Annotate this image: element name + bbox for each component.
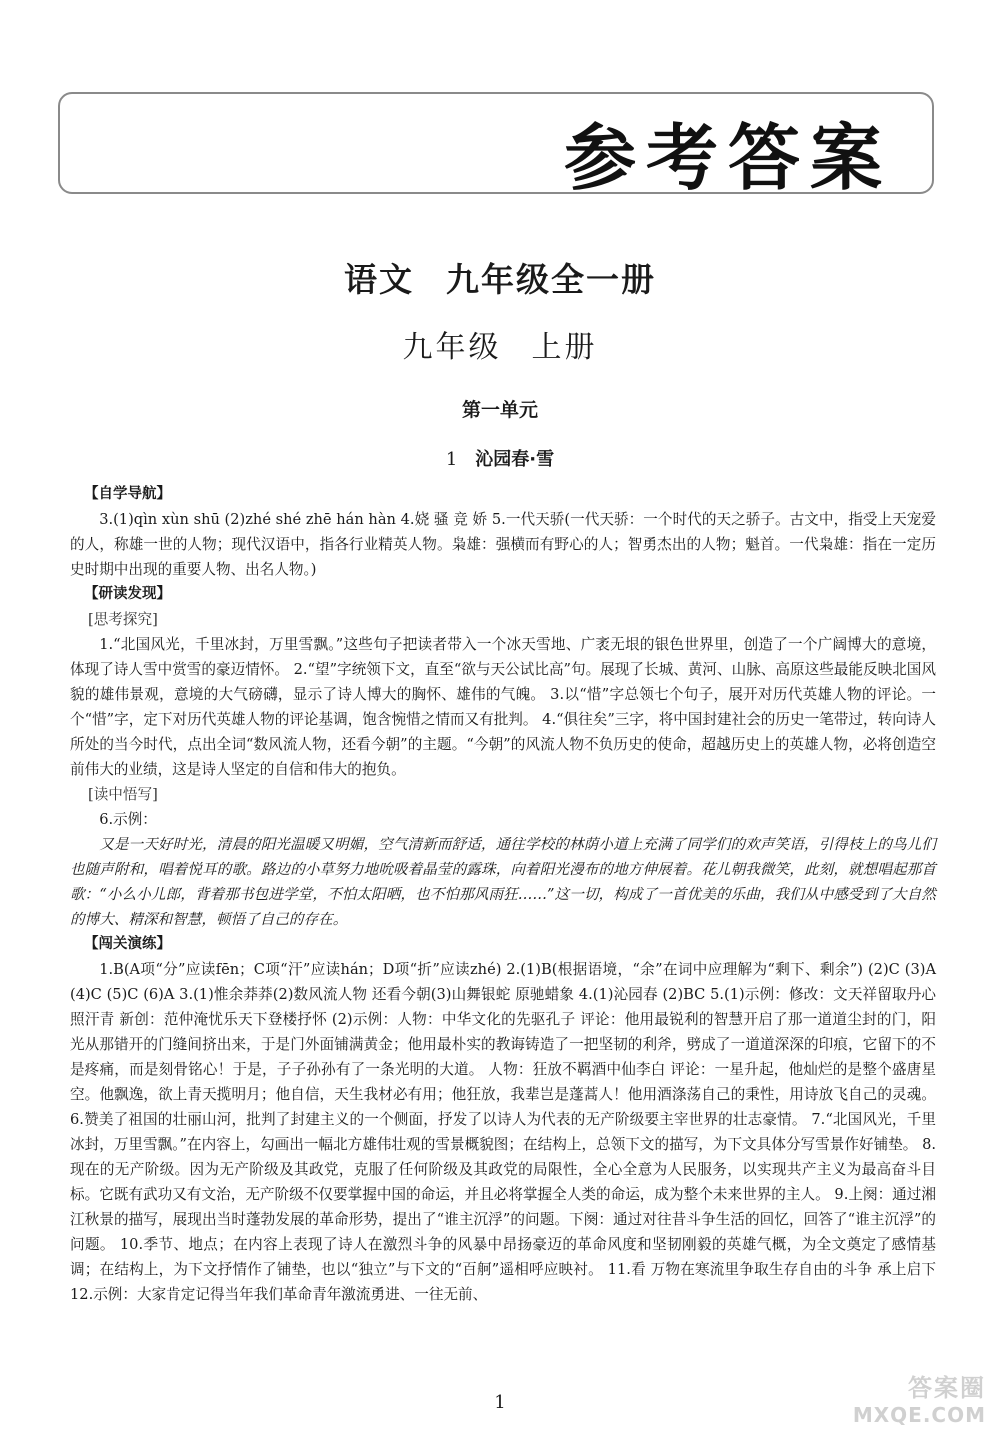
site-watermark bbox=[816, 1368, 986, 1428]
self-study-answers: 3.(1)qìn xùn shū (2)zhé shé zhē hán hàn 4.娆 骚 竞 娇 5.一代天骄(一代天骄：一个时代的天之骄子。古文中，指受上天宠爱的人，称雄一世的人物；现代汉语中，指各行业精英人物。枭雄：强横而有野心的人；智勇杰出的人物；魁首。一代枭雄：指在一定历史时期中出现的重要人物、出名人物。) bbox=[70, 511, 936, 578]
read-item: 6.示例： bbox=[99, 811, 157, 828]
think-label: [思考探究] bbox=[88, 611, 158, 628]
self-study-heading: 【自学导航】 bbox=[84, 486, 171, 502]
practice-heading: 【闯关演练】 bbox=[84, 936, 171, 952]
lesson-number: 1 bbox=[445, 449, 458, 470]
subject-label: 语文 bbox=[344, 260, 414, 299]
book-label: 九年级全一册 bbox=[446, 260, 656, 299]
answer-banner bbox=[58, 92, 934, 200]
banner-title: 参考答案 bbox=[563, 116, 892, 200]
answer-content bbox=[70, 482, 936, 1307]
study-heading: 【研读发现】 bbox=[84, 586, 171, 602]
volume-label: 上册 bbox=[531, 330, 598, 365]
grade-label: 九年级 bbox=[402, 330, 502, 365]
think-answers: 1.“北国风光，千里冰封，万里雪飘。”这些句子把读者带入一个冰天雪地、广袤无垠的银色世界里，创造了一个广阔博大的意境，体现了诗人雪中赏雪的豪迈情怀。 2.“望”字统领下文，直至“欲与天公试比高”句。展现了长城、黄河、山脉、高原这些最能反映北国风貌的雄伟景观，意境的大气磅礴，显示了诗人博大的胸怀、雄伟的气魄。 3.以“惜”字总领七个句子，展开对历代英雄人物的评论。一个“惜”字，定下对历代英雄人物的评论基调，饱含惋惜之情而又有批判。 4.“俱往矣”三字，将中国封建社会的历史一笔带过，转向诗人所处的当今时代，点出全词“数风流人物，还看今朝”的主题。“今朝”的风流人物不负历史的使命，超越历史上的英雄人物，必将创造空前伟大的业绩，这是诗人坚定的自信和伟大的抱负。 bbox=[70, 636, 936, 778]
practice-answers: 1.B(A项“分”应读fēn；C项“汗”应读hán；D项“折”应读zhé) 2.(1)B(根据语境，“余”在词中应理解为“剩下、剩余”) (2)C (3)A (4)C (5)C (6)A 3.(1)惟余莽莽(2)数风流人物 还看今朝(3)山舞银蛇 原驰蜡象 4.(1)沁园春 (2)BC 5.(1)示例：修改：文天祥留取丹心照汗青 新创：范仲淹忧乐天下登楼抒怀 (2)示例：人物：中华文化的先驱孔子 评论：他用最锐利的智慧开启了那一道道尘封的门，阳光从那错开的门缝间挤出来，于是门外面铺满黄金；他用最朴实的教诲铸造了一把坚韧的利斧，劈成了一道道深深的印痕，它留下的不是疼痛，而是刻骨铭心！于是，子子孙孙有了一条光明的大道。 人物：狂放不羁酒中仙李白 评论：一星升起，他灿烂的是整个盛唐星空。他飘逸，欲上青天揽明月；他自信，天生我材必有用；他狂放，我辈岂是蓬蒿人！他用酒涤荡自己的秉性，用诗放飞自己的灵魂。 6.赞美了祖国的壮丽山河，批判了封建主义的一个侧面，抒发了以诗人为代表的无产阶级要主宰世界的壮志豪情。 7.“北国风光，千里冰封，万里雪飘。”在内容上，勾画出一幅北方雄伟壮观的雪景概貌图；在结构上，总领下文的描写，为下文具体分写雪景作好铺垫。 8.现在的无产阶级。因为无产阶级及其政党，克服了任何阶级及其政党的局限性，全心全意为人民服务，以实现共产主义为最高奋斗目标。它既有武功又有文治，无产阶级不仅要掌握中国的命运，并且必将掌握全人类的命运，成为整个未来世界的主人。 9.上阕：通过湘江秋景的描写，展现出当时蓬勃发展的革命形势，提出了“谁主沉浮”的问题。下阕：通过对往昔斗争生活的回忆，回答了“谁主沉浮”的问题。 10.季节、地点；在内容上表现了诗人在激烈斗争的风暴中昂扬豪迈的革命风度和坚韧刚毅的英雄气概，为全文奠定了感情基调；在结构上，为下文抒情作了铺垫，也以“独立”与下文的“百舸”遥相呼应映衬。 11.看 万物在寒流里争取生存自由的斗争 承上启下 12.示例：大家肯定记得当年我们革命青年激流勇进、一往无前、 bbox=[70, 961, 936, 1303]
volume-title bbox=[0, 322, 1000, 366]
sample-paragraph: 又是一天好时光，清晨的阳光温暖又明媚，空气清新而舒适，通往学校的林荫小道上充满了同学们的欢声笑语，引得枝上的鸟儿们也随声附和，唱着悦耳的歌。路边的小草努力地吮吸着晶莹的露珠，向着阳光漫布的地方伸展着。花儿朝我微笑，此刻，就想唱起那首歌：“小么小儿郎，背着那书包进学堂，不怕太阳晒，也不怕那风雨狂……”这一切，构成了一首优美的乐曲，我们从中感受到了大自然的博大、精深和智慧，顿悟了自己的存在。 bbox=[70, 836, 936, 928]
unit-title: 第一单元 bbox=[461, 399, 538, 421]
watermark-url: MXQE.COM bbox=[852, 1403, 986, 1427]
lesson-title bbox=[0, 445, 1000, 471]
book-title bbox=[0, 254, 1000, 301]
read-label: [读中悟写] bbox=[88, 786, 158, 803]
lesson-name: 沁园春·雪 bbox=[475, 449, 555, 470]
page-number: 1 bbox=[494, 1392, 506, 1413]
watermark-logo: 答案圈 bbox=[908, 1374, 986, 1402]
